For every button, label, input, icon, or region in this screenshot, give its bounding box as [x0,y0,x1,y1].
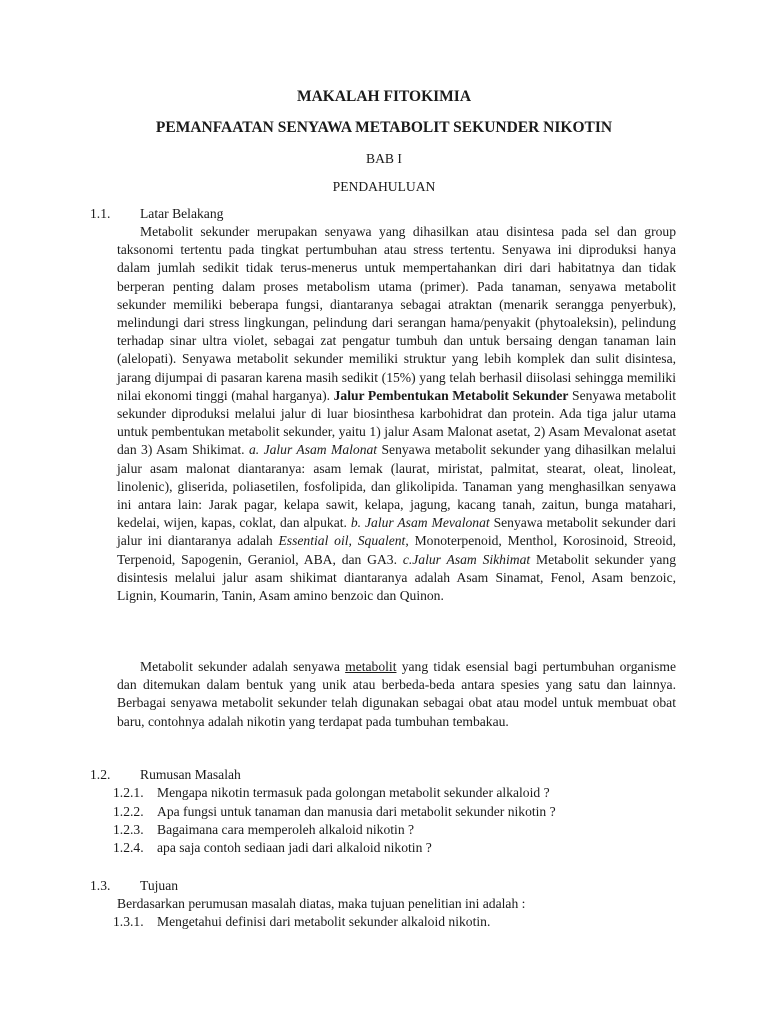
paragraph-latar-belakang-1: Metabolit sekunder merupakan senyawa yang dihasilkan atau disintesa pada sel dan group taksonomi tertentu pada tingkat pertumbuhan atau stress tertentu. Senyawa ini diproduksi hanya dalam jumlah sedikit tidak terus-menerus untuk mempertahankan diri dari habitatnya dan tidak berperan penting dalam proses metabolism utama (primer). Pada tanaman, senyawa metabolit sekunder memiliki beberapa fungsi, diantaranya sebagai atraktan (menarik serangga penyerbuk), melindungi dari stress lingkungan, pelindung dari serangan hama/penyakit (phytoaleksin), pelindung terhadap sinar ultra violet, sebagai zat pengatur tumbuh dan untuk bersaing dengan tanaman lain (alelopati). Senyawa metabolit sekunder memiliki struktur yang lebih komplek dan sulit disintesa, jarang dijumpai di pasaran karena masih sedikit (15%) yang telah berhasil diisolasi sehingga memiliki nilai ekonomi tinggi (mahal harganya). Jalur Pembentukan Metabolit Sekunder Senyawa metabolit sekunder diproduksi melalui jalur di luar biosinthesa karbohidrat dan protein. Ada tiga jalur utama untuk pembentukan metabolit sekunder, yaitu 1) jalur Asam Malonat asetat, 2) Asam Mevalonat asetat dan 3) Asam Shikimat. a. Jalur Asam Malonat Senyawa metabolit sekunder yang dihasilkan melalui jalur asam malonat diantaranya: asam lemak (laurat, miristat, palmitat, stearat, oleat, linoleat, linolenic), gliserida, poliasetilen, fosfolipida, dan glikolipida. Tanaman yang menghasilkan senyawa ini antara lain: Jarak pagar, kelapa sawit, kelapa, jagung, kacang tanah, zaitun, bunga matahari, kedelai, wijen, kapas, coklat, dan alpukat. b. Jalur Asam Mevalonat Senyawa metabolit sekunder dari jalur ini diantaranya adalah Essential oil, Squalent, Monoterpenoid, Menthol, Korosinoid, Streoid, Terpenoid, Sapogenin, Geraniol, ABA, dan GA3. c.Jalur Asam Sikhimat Metabolit sekunder yang disintesis melalui jalur asam shikimat diantaranya adalah Asam Sinamat, Fenol, Asam benzoic, Lignin, Koumarin, Tanin, Asam amino benzoic dan Quinon. [117,224,677,604]
chapter-number: BAB I [366,151,402,166]
list-item: 1.2.4. apa saja contoh sediaan jadi dari alkaloid nikotin ? [113,840,432,855]
section-number-1-2: 1.2. [90,767,111,782]
section-heading-tujuan: Tujuan [140,878,179,893]
section-number-1-1: 1.1. [90,206,111,221]
section-heading-rumusan-masalah: Rumusan Masalah [140,767,241,782]
list-item: 1.2.3. Bagaimana cara memperoleh alkaloid nikotin ? [113,822,415,837]
list-item: 1.3.1. Mengetahui definisi dari metabolit sekunder alkaloid nikotin. [113,914,491,929]
italic-jalur-asam-mevalonat: b. Jalur Asam Mevalonat [350,515,490,531]
tujuan-intro: Berdasarkan perumusan masalah diatas, maka tujuan penelitian ini adalah : [117,896,526,911]
list-item: 1.2.1. Mengapa nikotin termasuk pada golongan metabolit sekunder alkaloid ? [113,785,550,800]
section-number-1-3: 1.3. [90,878,111,893]
list-item: 1.2.2. Apa fungsi untuk tanaman dan manusia dari metabolit sekunder nikotin ? [113,804,556,819]
document-title: MAKALAH FITOKIMIA [296,88,472,105]
italic-jalur-asam-malonat: a. Jalur Asam Malonat [248,442,378,458]
document-subtitle: PEMANFAATAN SENYAWA METABOLIT SEKUNDER NIKOTIN [155,119,613,136]
link-metabolit[interactable]: metabolit [345,659,397,674]
italic-essential-oil: Essential oil, Squalent [278,533,406,549]
chapter-title: PENDAHULUAN [332,179,436,194]
paragraph-latar-belakang-2: Metabolit sekunder adalah senyawa metabolit yang tidak esensial bagi pertumbuhan organisme dan ditemukan dalam bentuk yang unik atau berbeda-beda antara spesies yang satu dan lainnya. Berbagai senyawa metabolit sekunder telah digunakan sebagai obat atau model untuk membuat obat baru, contohnya adalah nikotin yang terdapat pada tumbuhan tembakau. [117,659,676,729]
bold-jalur-pembentukan: Jalur Pembentukan Metabolit Sekunder [333,387,569,403]
italic-jalur-asam-sikhimat: c.Jalur Asam Sikhimat [402,551,531,567]
section-heading-latar-belakang: Latar Belakang [140,206,224,221]
